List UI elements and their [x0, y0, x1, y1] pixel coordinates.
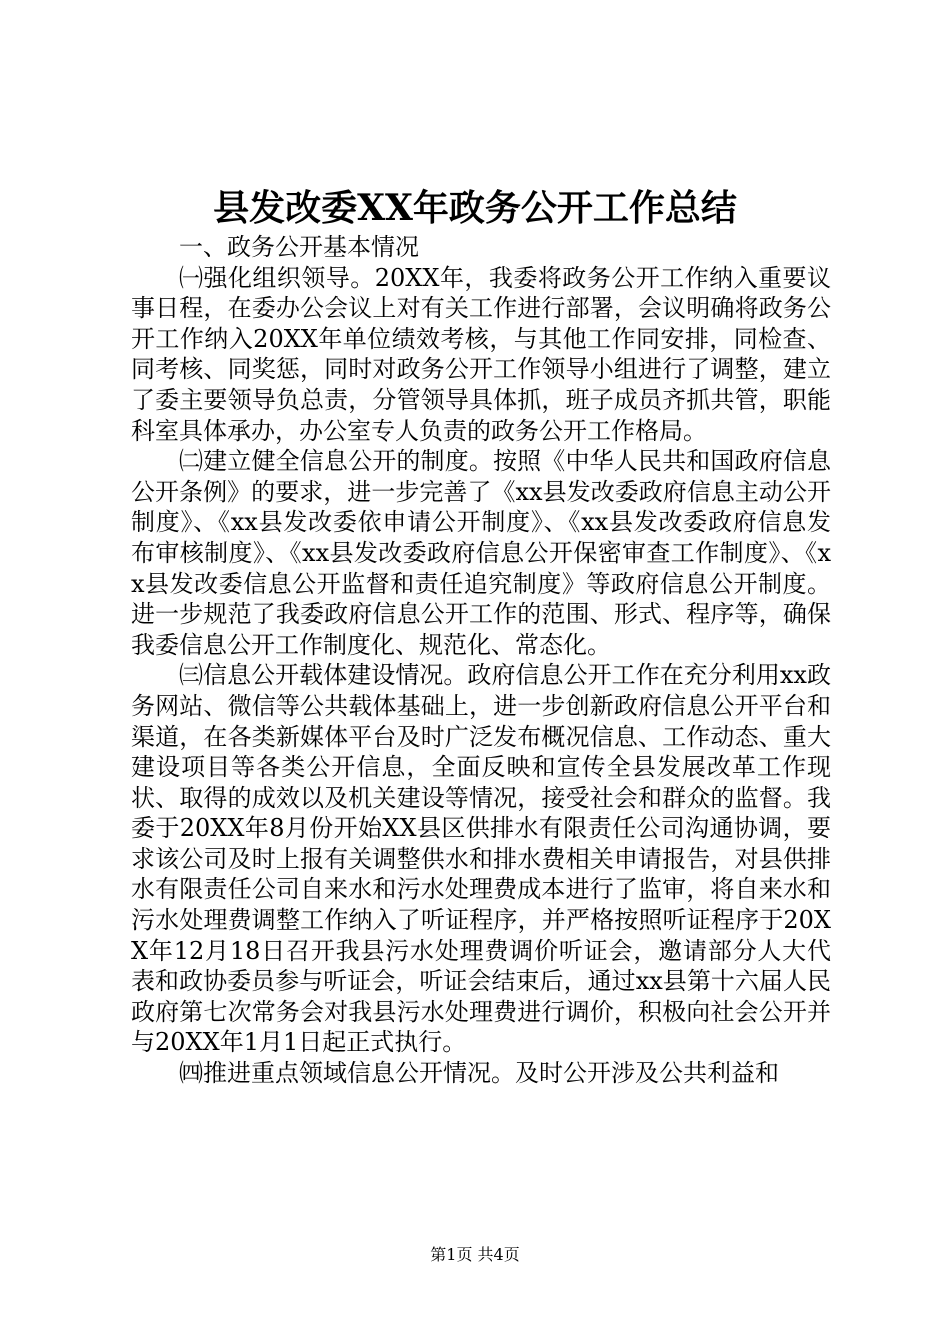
document-title: 县发改委XX年政务公开工作总结: [213, 187, 737, 229]
page-number-footer: 第1页 共4页: [430, 1245, 520, 1264]
document-body: [131, 232, 831, 1089]
paragraph-disclosure-system: ㈡建立健全信息公开的制度。按照《中华人民共和国政府信息公开条例》的要求，进一步完善了《xx县发改委政府信息主动公开制度》、《xx县发改委依申请公开制度》、《xx县发改委政府信息发布审核制度》、《xx县发改委政府信息公开保密审查工作制度》、《xx县发改委信息公开监督和责任追究制度》等政府信息公开制度。进一步规范了我委政府信息公开工作的范围、形式、程序等，确保我委信息公开工作制度化、规范化、常态化。: [131, 447, 831, 659]
paragraph-key-areas: ㈣推进重点领域信息公开情况。及时公开涉及公共利益和: [179, 1059, 779, 1088]
paragraph-organization-leadership: ㈠强化组织领导。20XX年，我委将政务公开工作纳入重要议事日程，在委办公会议上对有关工作进行部署，会议明确将政务公开工作纳入20XX年单位绩效考核，与其他工作同安排，同检查、同考核、同奖惩，同时对政务公开工作领导小组进行了调整，建立了委主要领导负总责，分管领导具体抓，班子成员齐抓共管，职能科室具体承办，办公室专人负责的政务公开工作格局。: [131, 263, 831, 445]
section-heading: 一、政务公开基本情况: [179, 233, 419, 261]
paragraph-disclosure-platforms: ㈢信息公开载体建设情况。政府信息公开工作在充分利用xx政务网站、微信等公共载体基础上，进一步创新政府信息公开平台和渠道，在各类新媒体平台及时广泛发布概况信息、工作动态、重大建设项目等各类公开信息，全面反映和宣传全县发展改革工作现状、取得的成效以及机关建设等情况，接受社会和群众的监督。我委于20XX年8月份开始XX县区供排水有限责任公司沟通协调，要求该公司及时上报有关调整供水和排水费相关申请报告，对县供排水有限责任公司自来水和污水处理费成本进行了监审，将自来水和污水处理费调整工作纳入了听证程序，并严格按照听证程序于20XX年12月18日召开我县污水处理费调价听证会，邀请部分人大代表和政协委员参与听证会，听证会结束后，通过xx县第十六届人民政府第七次常务会对我县污水处理费进行调价，积极向社会公开并与20XX年1月1日起正式执行。: [131, 661, 831, 1057]
